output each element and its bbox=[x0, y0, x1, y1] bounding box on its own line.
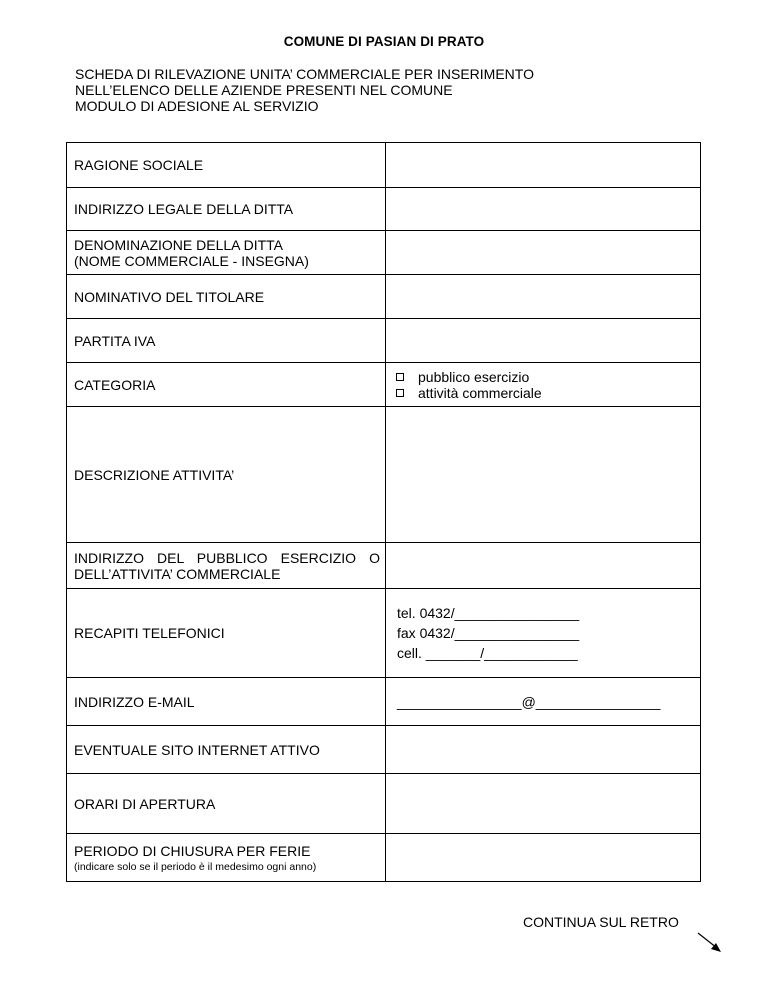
chiusura-field[interactable] bbox=[386, 834, 701, 882]
field-label-email: INDIRIZZO E-MAIL bbox=[67, 678, 386, 726]
arrow-down-right-icon bbox=[696, 931, 724, 955]
field-label-recapiti: RECAPITI TELEFONICI bbox=[67, 589, 386, 678]
page-title: COMUNE DI PASIAN DI PRATO bbox=[283, 34, 485, 49]
checkbox-icon[interactable] bbox=[396, 389, 404, 397]
chiusura-note: (indicare solo se il periodo è il medesimo ogni anno) bbox=[74, 860, 317, 873]
option-label: pubblico esercizio bbox=[418, 368, 530, 385]
descrizione-field[interactable] bbox=[386, 407, 701, 543]
form-row bbox=[67, 319, 701, 363]
form-row bbox=[67, 143, 701, 188]
form-intro bbox=[75, 66, 534, 114]
sito-field[interactable] bbox=[386, 726, 701, 774]
form-row bbox=[67, 678, 701, 726]
indirizzo-legale-field[interactable] bbox=[386, 188, 701, 231]
recapiti-fields bbox=[386, 589, 701, 678]
intro-line: MODULO DI ADESIONE AL SERVIZIO bbox=[75, 98, 319, 114]
field-label-ragione-sociale: RAGIONE SOCIALE bbox=[67, 143, 386, 188]
field-label-indirizzo-legale: INDIRIZZO LEGALE DELLA DITTA bbox=[67, 188, 386, 231]
field-label-indirizzo-esercizio: INDIRIZZO DEL PUBBLICO ESERCIZIO O DELL’ATTIVITA’ COMMERCIALE bbox=[67, 543, 386, 589]
form-row bbox=[67, 363, 701, 407]
option-attivita-commerciale[interactable] bbox=[393, 385, 700, 401]
orari-field[interactable] bbox=[386, 774, 701, 834]
form-row bbox=[67, 543, 701, 589]
intro-line: NELL’ELENCO DELLE AZIENDE PRESENTI NEL COMUNE bbox=[75, 82, 453, 98]
checkbox-icon[interactable] bbox=[396, 373, 404, 381]
form-row bbox=[67, 834, 701, 882]
form-row bbox=[67, 231, 701, 275]
categoria-options bbox=[386, 363, 701, 407]
chiusura-label: PERIODO DI CHIUSURA PER FERIE bbox=[74, 842, 311, 859]
form-row bbox=[67, 589, 701, 678]
option-label: attività commerciale bbox=[418, 384, 542, 401]
form-row bbox=[67, 774, 701, 834]
denominazione-field[interactable] bbox=[386, 231, 701, 275]
intro-line: SCHEDA DI RILEVAZIONE UNITA’ COMMERCIALE PER INSERIMENTO bbox=[75, 66, 534, 82]
ragione-sociale-field[interactable] bbox=[386, 143, 701, 188]
denominazione-line: DENOMINAZIONE DELLA DITTA bbox=[74, 236, 283, 253]
form-row bbox=[67, 275, 701, 319]
fax-field[interactable]: fax 0432/________________ bbox=[397, 625, 580, 641]
form-row bbox=[67, 407, 701, 543]
option-pubblico-esercizio[interactable] bbox=[393, 369, 700, 385]
field-label-categoria: CATEGORIA bbox=[67, 363, 386, 407]
field-label-partita-iva: PARTITA IVA bbox=[67, 319, 386, 363]
continue-on-back-label: CONTINUA SUL RETRO bbox=[523, 914, 679, 930]
tel-field[interactable]: tel. 0432/________________ bbox=[397, 605, 580, 621]
field-label-sito: EVENTUALE SITO INTERNET ATTIVO bbox=[67, 726, 386, 774]
cell-field[interactable]: cell. _______/____________ bbox=[397, 645, 578, 661]
field-label-denominazione bbox=[67, 231, 386, 275]
form-row bbox=[67, 188, 701, 231]
form-row bbox=[67, 726, 701, 774]
field-label-orari: ORARI DI APERTURA bbox=[67, 774, 386, 834]
indirizzo-esercizio-field[interactable] bbox=[386, 543, 701, 589]
denominazione-subline: (NOME COMMERCIALE - INSEGNA) bbox=[74, 252, 309, 269]
field-label-nominativo: NOMINATIVO DEL TITOLARE bbox=[67, 275, 386, 319]
registration-form-table bbox=[66, 142, 701, 882]
nominativo-field[interactable] bbox=[386, 275, 701, 319]
field-label-descrizione: DESCRIZIONE ATTIVITA’ bbox=[67, 407, 386, 543]
field-label-chiusura bbox=[67, 834, 386, 882]
partita-iva-field[interactable] bbox=[386, 319, 701, 363]
email-field[interactable]: ________________@________________ bbox=[386, 678, 701, 726]
